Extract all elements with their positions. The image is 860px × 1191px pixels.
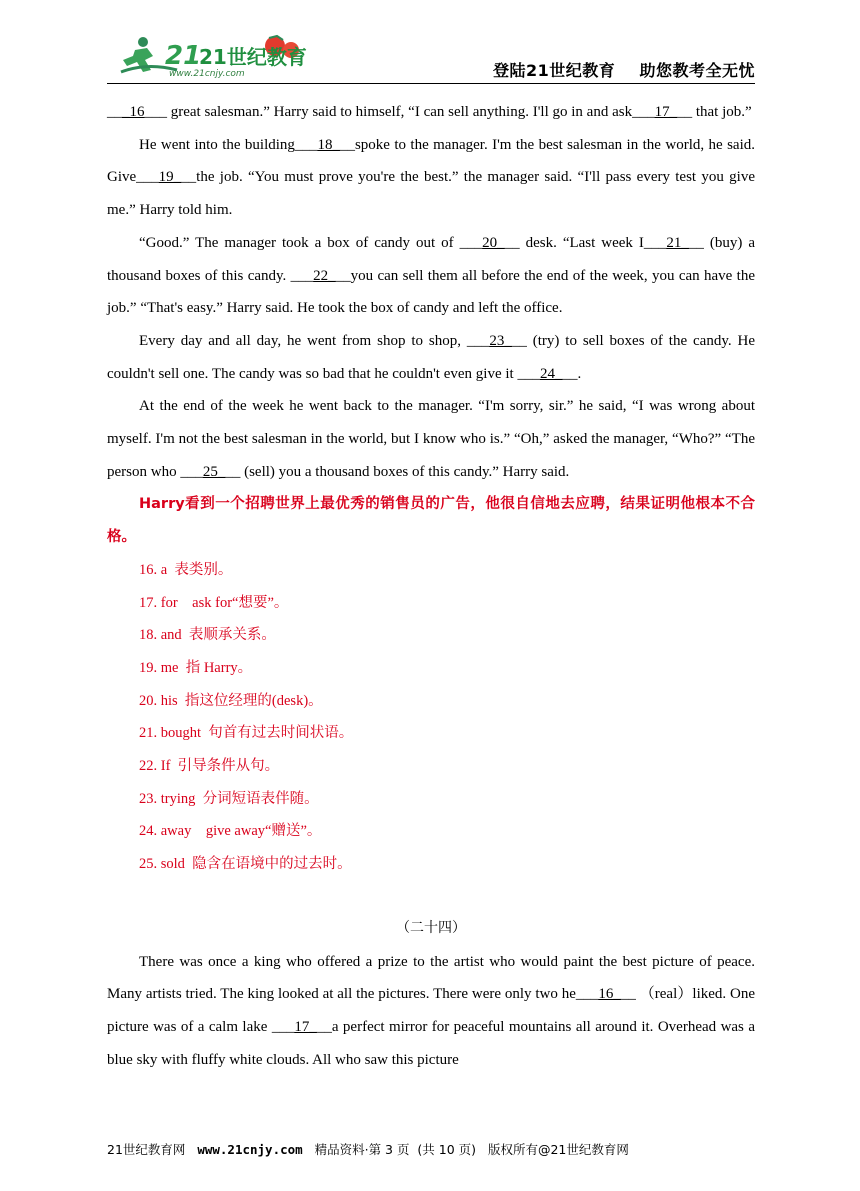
- site-logo[interactable]: [107, 32, 307, 80]
- answer-item: 25. sold 隐含在语境中的过去时。: [139, 856, 352, 873]
- answer-item: 24. away give away“赠送”。: [139, 823, 322, 840]
- passage1-paragraph-3: “Good.” The manager took a box of candy out of ___20___ desk. “Last week I___21___ (buy) a thousand boxes of this candy. ___22___you can sell them all before the end of the week, you can have the job.” “That's easy.” Harry said. He took the box of candy and left the office.: [107, 234, 755, 317]
- blank-18: 18_: [317, 136, 340, 153]
- blank-16: _16: [122, 104, 145, 120]
- answer-list: [107, 554, 755, 881]
- answer-item: 20. his 指这位经理的(desk)。: [139, 692, 323, 709]
- blank-22: 22_: [313, 267, 336, 284]
- answer-item: 18. and 表顺承关系。: [139, 627, 276, 644]
- answer-item: 23. trying 分词短语表伴随。: [139, 790, 319, 807]
- passage1-paragraph-5: At the end of the week he went back to the manager. “I'm sorry, sir.” he said, “I was wrong about myself. I'm not the best salesman in the world, but I know who is.” “Oh,” asked the manager, “Who?” “The person who ___25___ (sell) you a thousand boxes of this candy.” Harry said.: [107, 398, 755, 480]
- footer-site-link[interactable]: www.21cnjy.com: [197, 1142, 303, 1157]
- logo-url: www.21cnjy.com: [169, 69, 245, 79]
- answer-item: 16. a 表类别。: [139, 561, 233, 578]
- blank-16: 16_: [598, 986, 621, 1003]
- section-title: （二十四）: [396, 920, 466, 936]
- blank-23: 23_: [489, 332, 512, 349]
- answer-item: 22. If 引导条件从句。: [139, 758, 280, 775]
- answer-item: 17. for ask for“想要”。: [139, 594, 289, 611]
- header-slogan: 登陆21世纪教育 助您教考全无忧: [492, 61, 755, 80]
- passage1-paragraph-4: Every day and all day, he went from shop to shop, ___23___ (try) to sell boxes of the candy. He couldn't sell one. The candy was so bad that he couldn't even give it ___24___.: [107, 332, 755, 382]
- blank-19: 19_: [158, 169, 182, 186]
- passage1-paragraph-1: ___16___ great salesman.” Harry said to himself, “I can sell anything. I'll go in and ask___17___ that job.”: [107, 104, 752, 120]
- blank-17: 17_: [654, 104, 678, 120]
- blank-21: 21_: [666, 234, 689, 251]
- logo-text: 21世纪教育: [199, 45, 307, 69]
- blank-20: 20_: [482, 234, 505, 251]
- page-header: [107, 32, 755, 82]
- blank-25: 25_: [202, 463, 226, 480]
- blank-17: 17_: [294, 1018, 317, 1035]
- header-divider: [107, 83, 755, 84]
- answer-item: 21. bought 句首有过去时间状语。: [139, 725, 354, 742]
- blank-24: 24_: [539, 365, 563, 382]
- answer-item: 19. me 指 Harry。: [139, 659, 253, 676]
- document-body: [107, 96, 755, 1076]
- passage1-paragraph-2: He went into the building___18___spoke to the manager. I'm the best salesman in the world, he said. Give___19___the job. “You must prove you're the best.” the manager said. “I'll pass every test you give me.” Harry told him.: [107, 136, 755, 219]
- logo-21: 21: [165, 41, 202, 71]
- passage2-paragraph-1: There was once a king who offered a prize to the artist who would paint the best picture of peace. Many artists tried. The king looked at all the pictures. There were only two he___16___ （real）liked. One picture was of a calm lake ___17___a perfect mirror for peaceful mountains all around it. Overhead was a blue sky with fluffy white clouds. All who saw this picture: [107, 953, 755, 1068]
- page-footer: 21世纪教育网 www.21cnjy.com 精品资料·第 3 页 (共 10 页) 版权所有@21世纪教育网: [107, 1142, 629, 1157]
- passage-summary: Harry看到一个招聘世界上最优秀的销售员的广告，他很自信地去应聘，结果证明他根本不合格。: [107, 496, 755, 546]
